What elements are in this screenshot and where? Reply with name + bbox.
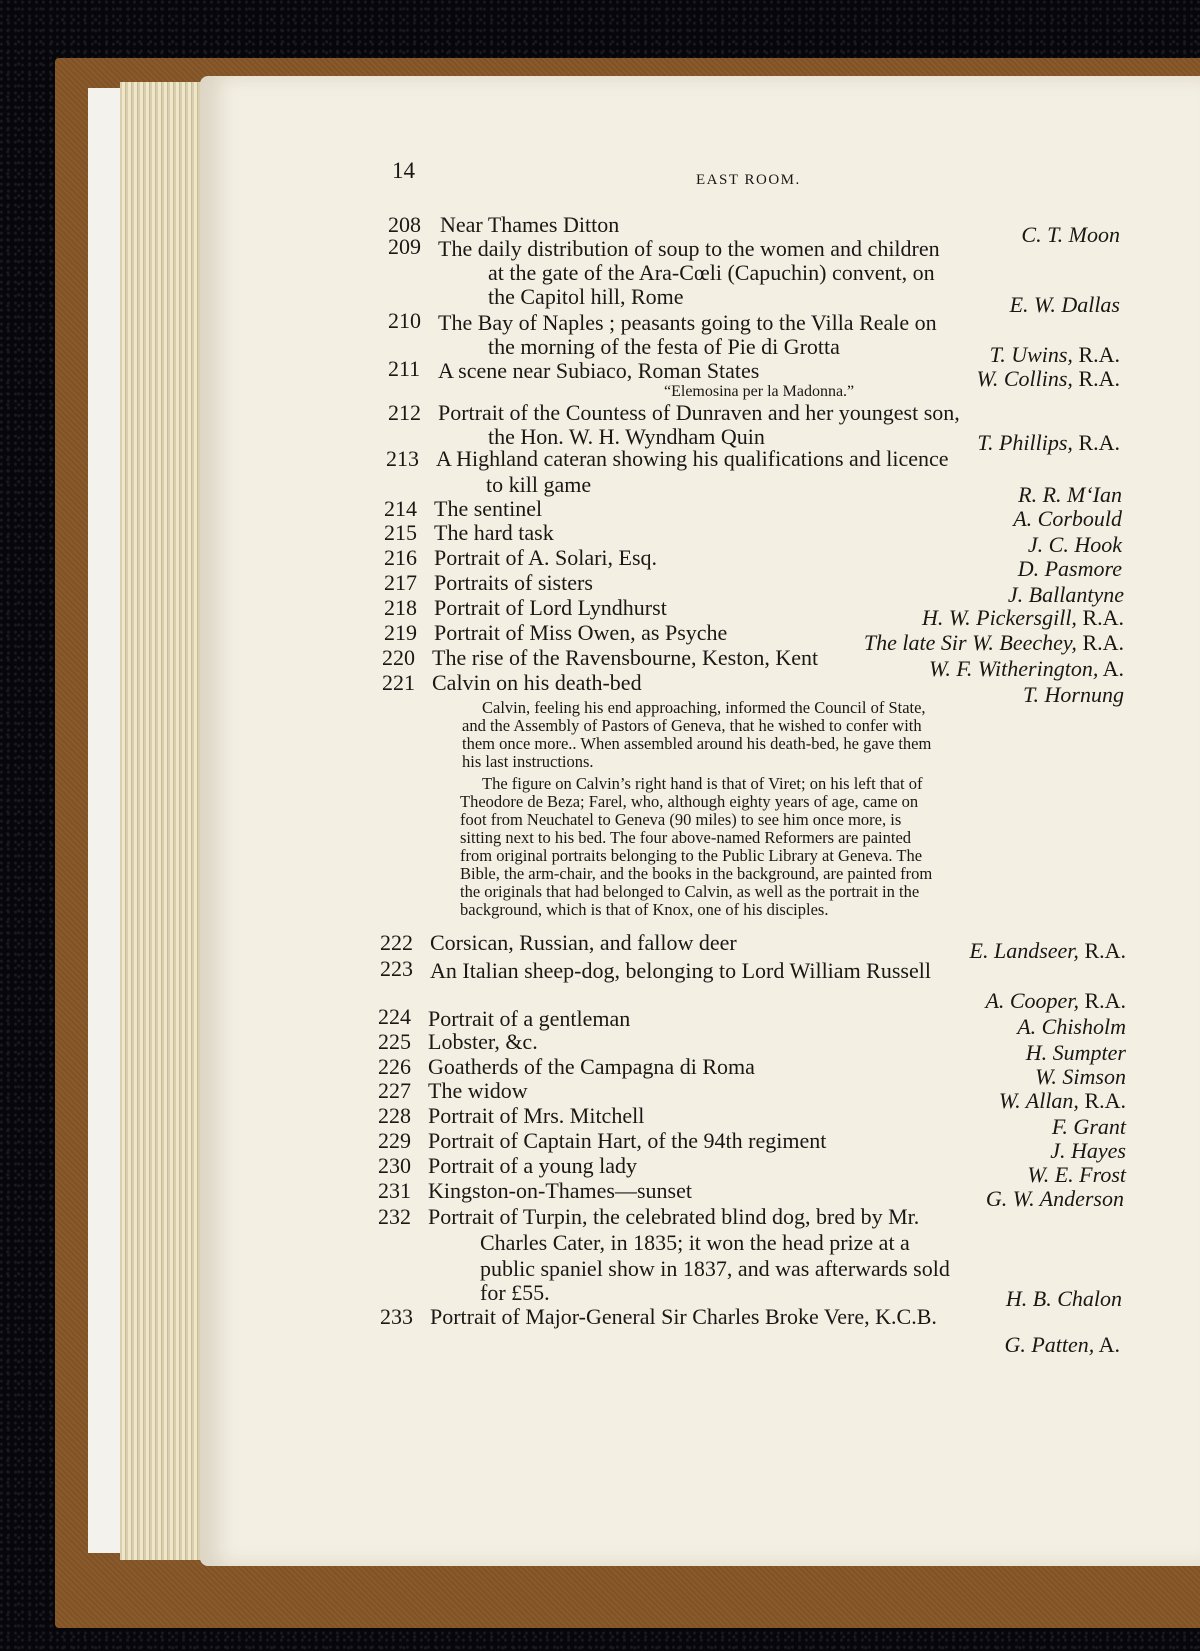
note-line: Theodore de Beza; Farel, who, although eighty years of age, came on (460, 792, 919, 811)
note-line: from original portraits belonging to the Public Library at Geneva. The (460, 846, 923, 865)
entry-artist (1027, 1164, 1126, 1186)
artist-suffix: R.A. (1072, 430, 1120, 455)
note-line: the originals that had belonged to Calvin, as well as the portrait in the (460, 882, 920, 901)
artist-name: E. Landseer, (969, 938, 1079, 963)
entry-number: 214 (384, 496, 417, 521)
entry-title: Portrait of Mrs. Mitchell (428, 1103, 645, 1128)
artist-name: W. Allan, (998, 1088, 1079, 1113)
artist-suffix: R.A. (1076, 630, 1124, 655)
entry-title: The hard task (434, 520, 554, 545)
entry-title: Portrait of Captain Hart, of the 94th regiment (428, 1128, 827, 1153)
artist-name: J. Hayes (1050, 1138, 1126, 1163)
artist-suffix: A. (1094, 1332, 1120, 1357)
entry-title-cont: the Hon. W. H. Wyndham Quin (488, 424, 765, 449)
artist-name: F. Grant (1051, 1114, 1126, 1139)
entry-title: The Bay of Naples ; peasants going to the Villa Reale on (438, 310, 937, 335)
entry-title: A scene near Subiaco, Roman States (438, 358, 760, 383)
artist-name: D. Pasmore (1017, 556, 1122, 581)
entry-title: The sentinel (434, 496, 543, 521)
entry-number: 212 (388, 400, 421, 425)
entry-title: Portrait of a young lady (428, 1153, 637, 1178)
entry-title-cont: the Capitol hill, Rome (488, 284, 684, 309)
entry-title: Kingston-on-Thames—sunset (428, 1178, 692, 1203)
entry-number: 232 (378, 1204, 411, 1229)
entry-title: Portrait of Miss Owen, as Psyche (434, 620, 728, 645)
entry-artist (1050, 1140, 1126, 1162)
artist-name: T. Uwins, (989, 342, 1073, 367)
entry-title: Portrait of A. Solari, Esq. (434, 545, 658, 570)
artist-name: H. B. Chalon (1005, 1286, 1122, 1311)
entry-artist (1018, 484, 1122, 506)
entry-title-cont: at the gate of the Ara-Cœli (Capuchin) convent, on (488, 260, 935, 285)
artist-suffix: R.A. (1072, 366, 1120, 391)
entry-title-cont: the morning of the festa of Pie di Grotta (488, 334, 840, 359)
entry-artist (1013, 508, 1122, 530)
artist-suffix: A. (1098, 656, 1124, 681)
entry-artist (1018, 558, 1122, 580)
note-line: The figure on Calvin’s right hand is that of Viret; on his left that of (482, 774, 923, 793)
entry-title: Calvin on his death-bed (432, 670, 642, 695)
artist-suffix: R.A. (1072, 342, 1120, 367)
entry-artist (929, 658, 1124, 680)
entry-quote: “Elemosina per la Madonna.” (664, 383, 855, 400)
entry-number: 213 (386, 446, 419, 471)
entry-artist (1023, 684, 1124, 706)
artist-suffix: R.A. (1076, 605, 1124, 630)
entry-artist (986, 1188, 1124, 1210)
running-head: EAST ROOM. (696, 172, 801, 188)
entry-title: A Highland cateran showing his qualifications and licence (436, 446, 949, 471)
artist-suffix: R.A. (1078, 938, 1126, 963)
entry-artist (977, 368, 1120, 390)
entry-number: 230 (378, 1153, 411, 1178)
artist-name: A. Cooper, (985, 988, 1079, 1013)
entry-title: Portraits of sisters (434, 570, 593, 595)
entry-title: Corsican, Russian, and fallow deer (430, 930, 737, 955)
entry-artist (864, 632, 1124, 654)
entry-artist (1026, 1042, 1126, 1064)
entry-number: 227 (378, 1078, 411, 1103)
artist-name: R. R. M‘Ian (1018, 482, 1122, 507)
entry-number: 208 (388, 212, 421, 237)
entry-artist (970, 940, 1126, 962)
artist-name: A. Corbould (1013, 506, 1122, 531)
entry-number: 211 (388, 356, 421, 381)
note-line: and the Assembly of Pastors of Geneva, that he wished to confer with (462, 716, 922, 735)
entry-number: 215 (384, 520, 417, 545)
note-line: his last instructions. (462, 752, 594, 771)
entry-artist (1010, 294, 1120, 316)
entry-artist (1028, 534, 1122, 556)
note-line: them once more.. When assembled around his death-bed, he gave them (462, 734, 932, 753)
artist-name: J. C. Hook (1027, 532, 1122, 557)
entry-number: 220 (382, 645, 415, 670)
note-line: foot from Neuchatel to Geneva (90 miles) to see him once more, is (460, 810, 902, 829)
artist-name: W. Collins, (976, 366, 1073, 391)
entry-number: 216 (384, 545, 417, 570)
entry-number: 233 (380, 1304, 413, 1329)
entry-number: 209 (388, 234, 421, 259)
artist-name: W. Simson (1035, 1064, 1126, 1089)
artist-name: A. Chisholm (1017, 1014, 1126, 1039)
entry-artist (1052, 1116, 1126, 1138)
entry-number: 210 (388, 308, 421, 333)
entry-title: Portrait of the Countess of Dunraven and her youngest son, (438, 400, 960, 425)
artist-name: E. W. Dallas (1009, 292, 1120, 317)
artist-suffix: R.A. (1078, 988, 1126, 1013)
entry-title: Lobster, &c. (428, 1029, 538, 1054)
artist-name: T. Hornung (1022, 682, 1124, 707)
note-line: Calvin, feeling his end approaching, informed the Council of State, (482, 698, 926, 717)
entry-number: 221 (382, 670, 415, 695)
note-line: Bible, the arm-chair, and the books in the background, are painted from (460, 864, 933, 883)
entry-title-cont: to kill game (486, 472, 592, 497)
artist-suffix: R.A. (1078, 1088, 1126, 1113)
entry-artist (1035, 1066, 1126, 1088)
page-number: 14 (392, 158, 415, 183)
entry-artist (985, 990, 1126, 1012)
entry-artist (1008, 584, 1124, 606)
artist-name: H. Sumpter (1025, 1040, 1126, 1065)
artist-name: G. Patten, (1004, 1332, 1095, 1357)
entry-artist (1021, 224, 1120, 246)
entry-title-cont: Charles Cater, in 1835; it won the head prize at a (480, 1230, 910, 1255)
note-line: background, which is that of Knox, one of his disciples. (460, 900, 829, 919)
entry-title: Near Thames Ditton (440, 212, 620, 237)
entry-title: The widow (428, 1078, 528, 1103)
entry-number: 228 (378, 1103, 411, 1128)
entry-title: Portrait of Major-General Sir Charles Broke Vere, K.C.B. (430, 1304, 937, 1329)
entry-number: 217 (384, 570, 417, 595)
entry-title-cont: for £55. (480, 1280, 550, 1305)
entry-title: Portrait of a gentleman (428, 1006, 631, 1031)
artist-name: G. W. Anderson (985, 1186, 1124, 1211)
entry-artist (999, 1090, 1126, 1112)
entry-number: 223 (380, 956, 413, 981)
note-line: sitting next to his bed. The four above-named Reformers are painted (460, 828, 912, 847)
artist-name: The late Sir W. Beechey, (863, 630, 1077, 655)
artist-name: J. Ballantyne (1007, 582, 1124, 607)
entry-number: 222 (380, 930, 413, 955)
entry-number: 219 (384, 620, 417, 645)
entry-number: 226 (378, 1054, 411, 1079)
entry-number: 218 (384, 595, 417, 620)
entry-artist (1017, 1016, 1126, 1038)
entry-title: Goatherds of the Campagna di Roma (428, 1054, 755, 1079)
artist-name: H. W. Pickersgill, (921, 605, 1077, 630)
entry-title: An Italian sheep-dog, belonging to Lord William Russell (430, 958, 931, 983)
entry-number: 231 (378, 1178, 411, 1203)
artist-name: T. Phillips, (977, 430, 1073, 455)
entry-artist (990, 344, 1120, 366)
entry-title: The rise of the Ravensbourne, Keston, Kent (432, 645, 819, 670)
entry-artist (1006, 1288, 1122, 1310)
entry-title: The daily distribution of soup to the women and children (438, 236, 940, 261)
entry-title: Portrait of Turpin, the celebrated blind dog, bred by Mr. (428, 1204, 920, 1229)
entry-title: Portrait of Lord Lyndhurst (434, 595, 667, 620)
entry-title-cont: public spaniel show in 1837, and was afterwards sold (480, 1256, 950, 1281)
entry-artist (1004, 1334, 1120, 1356)
artist-name: C. T. Moon (1021, 222, 1120, 247)
entry-artist (922, 607, 1124, 629)
entry-number: 225 (378, 1029, 411, 1054)
entry-number: 229 (378, 1128, 411, 1153)
entry-number: 224 (378, 1004, 411, 1029)
artist-name: W. E. Frost (1027, 1162, 1126, 1187)
entry-artist (977, 432, 1120, 454)
artist-name: W. F. Witherington, (929, 656, 1099, 681)
